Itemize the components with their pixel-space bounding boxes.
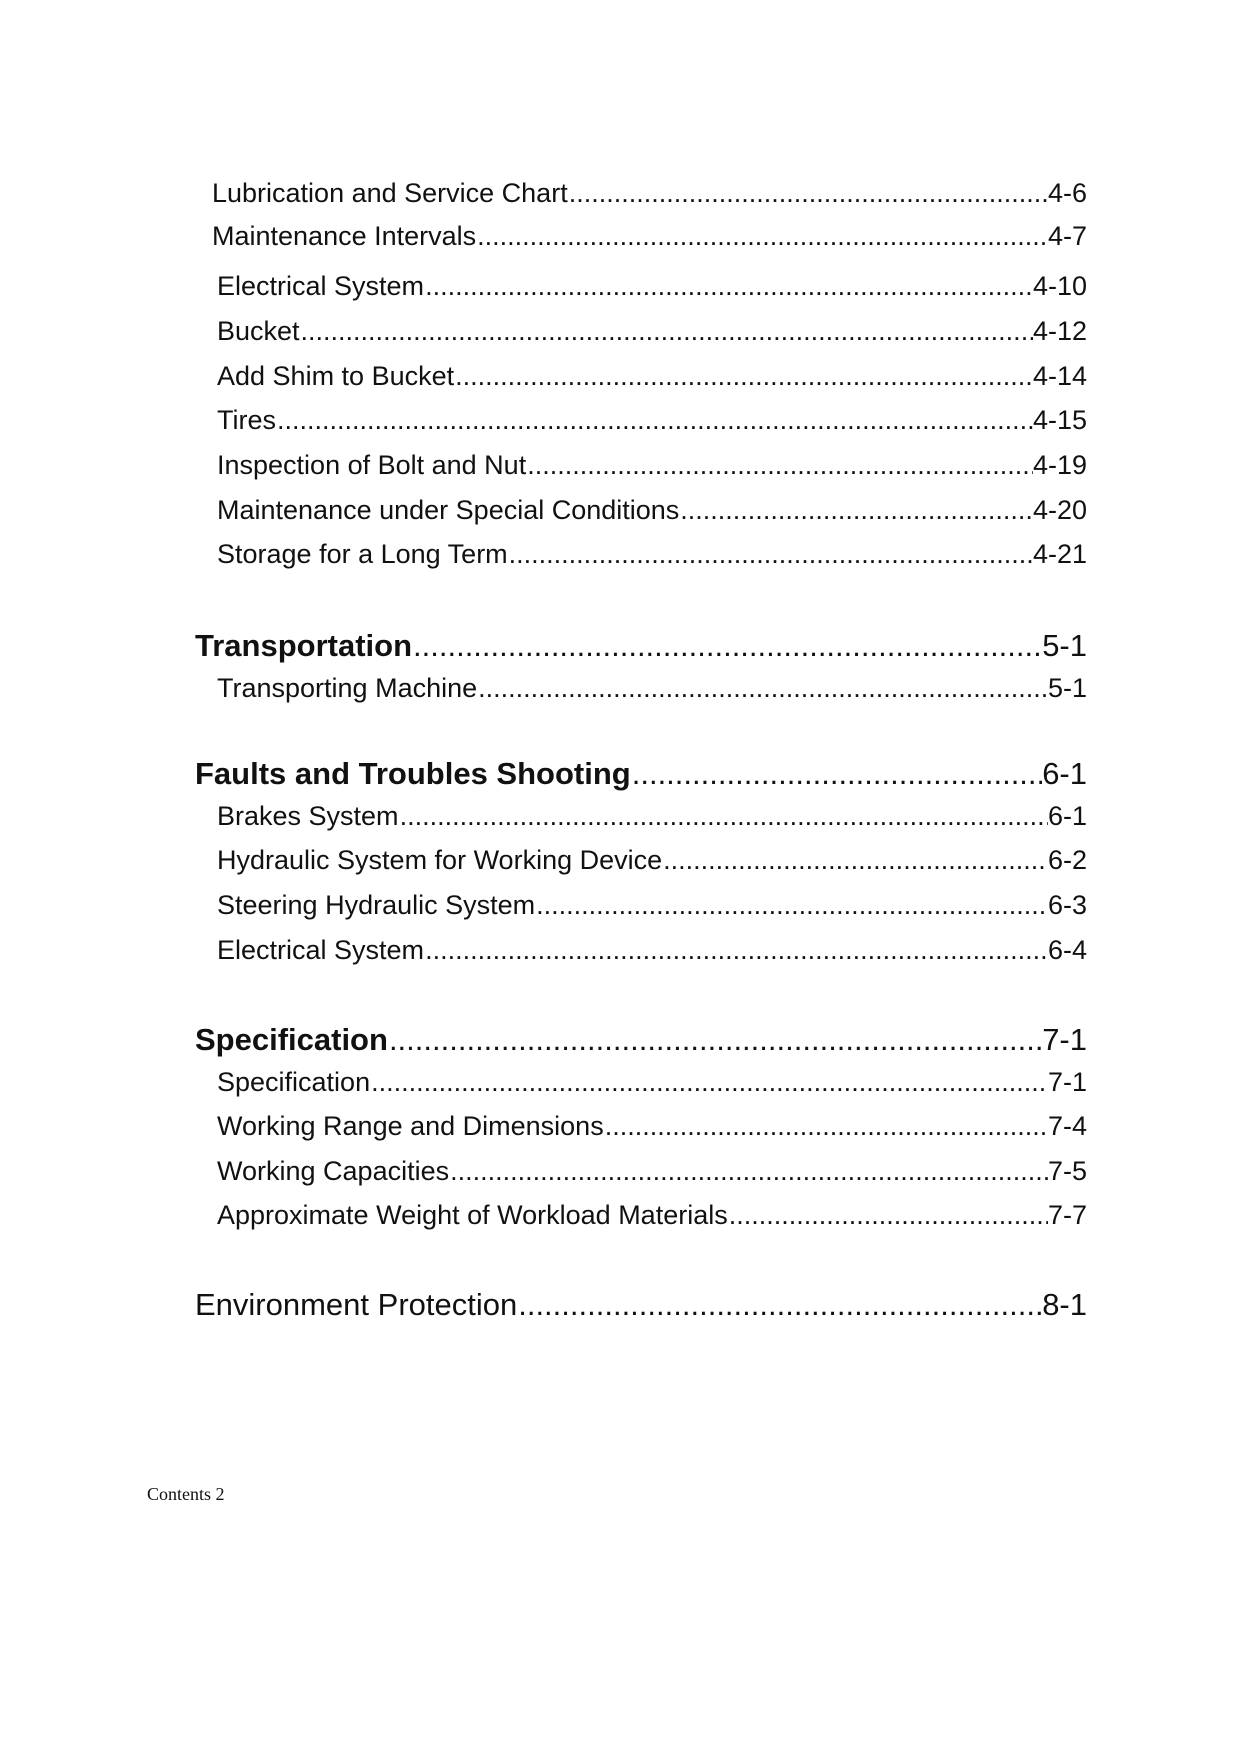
toc-section-faults[interactable] <box>195 756 1087 792</box>
toc-entry-page: 4-14 <box>1032 361 1087 391</box>
toc-entry-transporting-machine[interactable] <box>217 673 1087 704</box>
dot-leader <box>517 1287 1042 1323</box>
toc-entry-label: Approximate Weight of Workload Materials <box>217 1200 728 1230</box>
dot-leader <box>412 628 1042 664</box>
toc-section-specification[interactable] <box>195 1022 1087 1058</box>
toc-entry-working-range[interactable] <box>217 1111 1087 1142</box>
dot-leader <box>535 890 1048 921</box>
toc-entry-page: 7-7 <box>1047 1200 1087 1230</box>
toc-section-label: Environment Protection <box>195 1287 518 1322</box>
toc-entry-label: Storage for a Long Term <box>217 539 508 569</box>
dot-leader <box>526 450 1033 481</box>
toc-section-label: Faults and Troubles Shooting <box>195 756 631 791</box>
toc-entry-page: 7-4 <box>1047 1111 1087 1141</box>
toc-entry-page: 4-15 <box>1032 405 1087 435</box>
toc-entry-page: 4-20 <box>1032 495 1087 525</box>
toc-entry-page: 4-19 <box>1032 450 1087 480</box>
dot-leader <box>370 1067 1048 1098</box>
toc-entry-label: Electrical System <box>217 271 425 301</box>
toc-entry-tires[interactable] <box>217 405 1087 436</box>
toc-entry-add-shim[interactable] <box>217 361 1087 392</box>
toc-section-page: 5-1 <box>1042 628 1087 663</box>
toc-section-label: Specification <box>195 1022 388 1057</box>
toc-section-label: Transportation <box>195 628 413 663</box>
toc-entry-label: Electrical System <box>217 935 425 965</box>
dot-leader <box>424 935 1048 966</box>
toc-entry-maintenance-intervals[interactable] <box>212 221 1087 252</box>
toc-entry-page: 7-5 <box>1047 1156 1087 1186</box>
toc-entry-label: Hydraulic System for Working Device <box>217 845 663 875</box>
toc-section-page: 8-1 <box>1042 1287 1087 1322</box>
toc-entry-page: 4-10 <box>1032 271 1087 301</box>
dot-leader <box>454 361 1033 392</box>
toc-entry-label: Working Capacities <box>217 1156 450 1186</box>
dot-leader <box>300 316 1033 347</box>
toc-entry-page: 4-21 <box>1032 539 1087 569</box>
toc-entry-lubrication-chart[interactable] <box>212 178 1087 209</box>
toc-entry-label: Tires <box>217 405 276 435</box>
toc-section-page: 6-1 <box>1042 756 1087 791</box>
toc-entry-page: 6-2 <box>1047 845 1087 875</box>
toc-entry-electrical-system-6[interactable] <box>217 935 1087 966</box>
toc-section-page: 7-1 <box>1042 1022 1087 1057</box>
toc-entry-label: Maintenance Intervals <box>212 221 477 251</box>
toc-entry-hydraulic-working[interactable] <box>217 845 1087 876</box>
toc-entry-label: Bucket <box>217 316 300 346</box>
toc-entry-special-conditions[interactable] <box>217 495 1087 526</box>
toc-entry-label: Inspection of Bolt and Nut <box>217 450 527 480</box>
toc-entry-bucket[interactable] <box>217 316 1087 347</box>
page-footer: Contents 2 <box>147 1484 225 1504</box>
dot-leader <box>728 1200 1048 1231</box>
dot-leader <box>568 178 1048 209</box>
toc-section-transportation[interactable] <box>195 628 1087 664</box>
dot-leader <box>276 405 1033 436</box>
dot-leader <box>399 801 1048 832</box>
dot-leader <box>662 845 1048 876</box>
toc-entry-page: 5-1 <box>1047 673 1087 703</box>
toc-entry-brakes[interactable] <box>217 801 1087 832</box>
toc-entry-storage[interactable] <box>217 539 1087 570</box>
toc-entry-specification[interactable] <box>217 1067 1087 1098</box>
toc-entry-page: 6-1 <box>1047 801 1087 831</box>
toc-entry-working-capacities[interactable] <box>217 1156 1087 1187</box>
toc-entry-bolt-nut[interactable] <box>217 450 1087 481</box>
toc-entry-page: 4-6 <box>1047 178 1087 208</box>
dot-leader <box>388 1022 1042 1058</box>
toc-entry-label: Brakes System <box>217 801 399 831</box>
dot-leader <box>424 271 1033 302</box>
toc-entry-label: Transporting Machine <box>217 673 478 703</box>
toc-section-environment[interactable] <box>195 1287 1087 1323</box>
toc-entry-label: Add Shim to Bucket <box>217 361 455 391</box>
dot-leader <box>631 756 1042 792</box>
dot-leader <box>477 673 1048 704</box>
toc-entry-page: 7-1 <box>1047 1067 1087 1097</box>
toc-entry-label: Steering Hydraulic System <box>217 890 536 920</box>
dot-leader <box>449 1156 1048 1187</box>
toc-entry-electrical-system-4[interactable] <box>217 271 1087 302</box>
dot-leader <box>508 539 1033 570</box>
toc-entry-page: 4-7 <box>1047 221 1087 251</box>
toc-entry-page: 4-12 <box>1032 316 1087 346</box>
dot-leader <box>604 1111 1048 1142</box>
toc-entry-label: Maintenance under Special Conditions <box>217 495 680 525</box>
toc-entry-steering-hydraulic[interactable] <box>217 890 1087 921</box>
toc-entry-page: 6-4 <box>1047 935 1087 965</box>
toc-entry-approximate-weight[interactable] <box>217 1200 1087 1231</box>
toc-entry-label: Lubrication and Service Chart <box>212 178 568 208</box>
toc-entry-label: Specification <box>217 1067 371 1097</box>
dot-leader <box>679 495 1033 526</box>
toc-entry-label: Working Range and Dimensions <box>217 1111 604 1141</box>
dot-leader <box>476 221 1048 252</box>
toc-entry-page: 6-3 <box>1047 890 1087 920</box>
